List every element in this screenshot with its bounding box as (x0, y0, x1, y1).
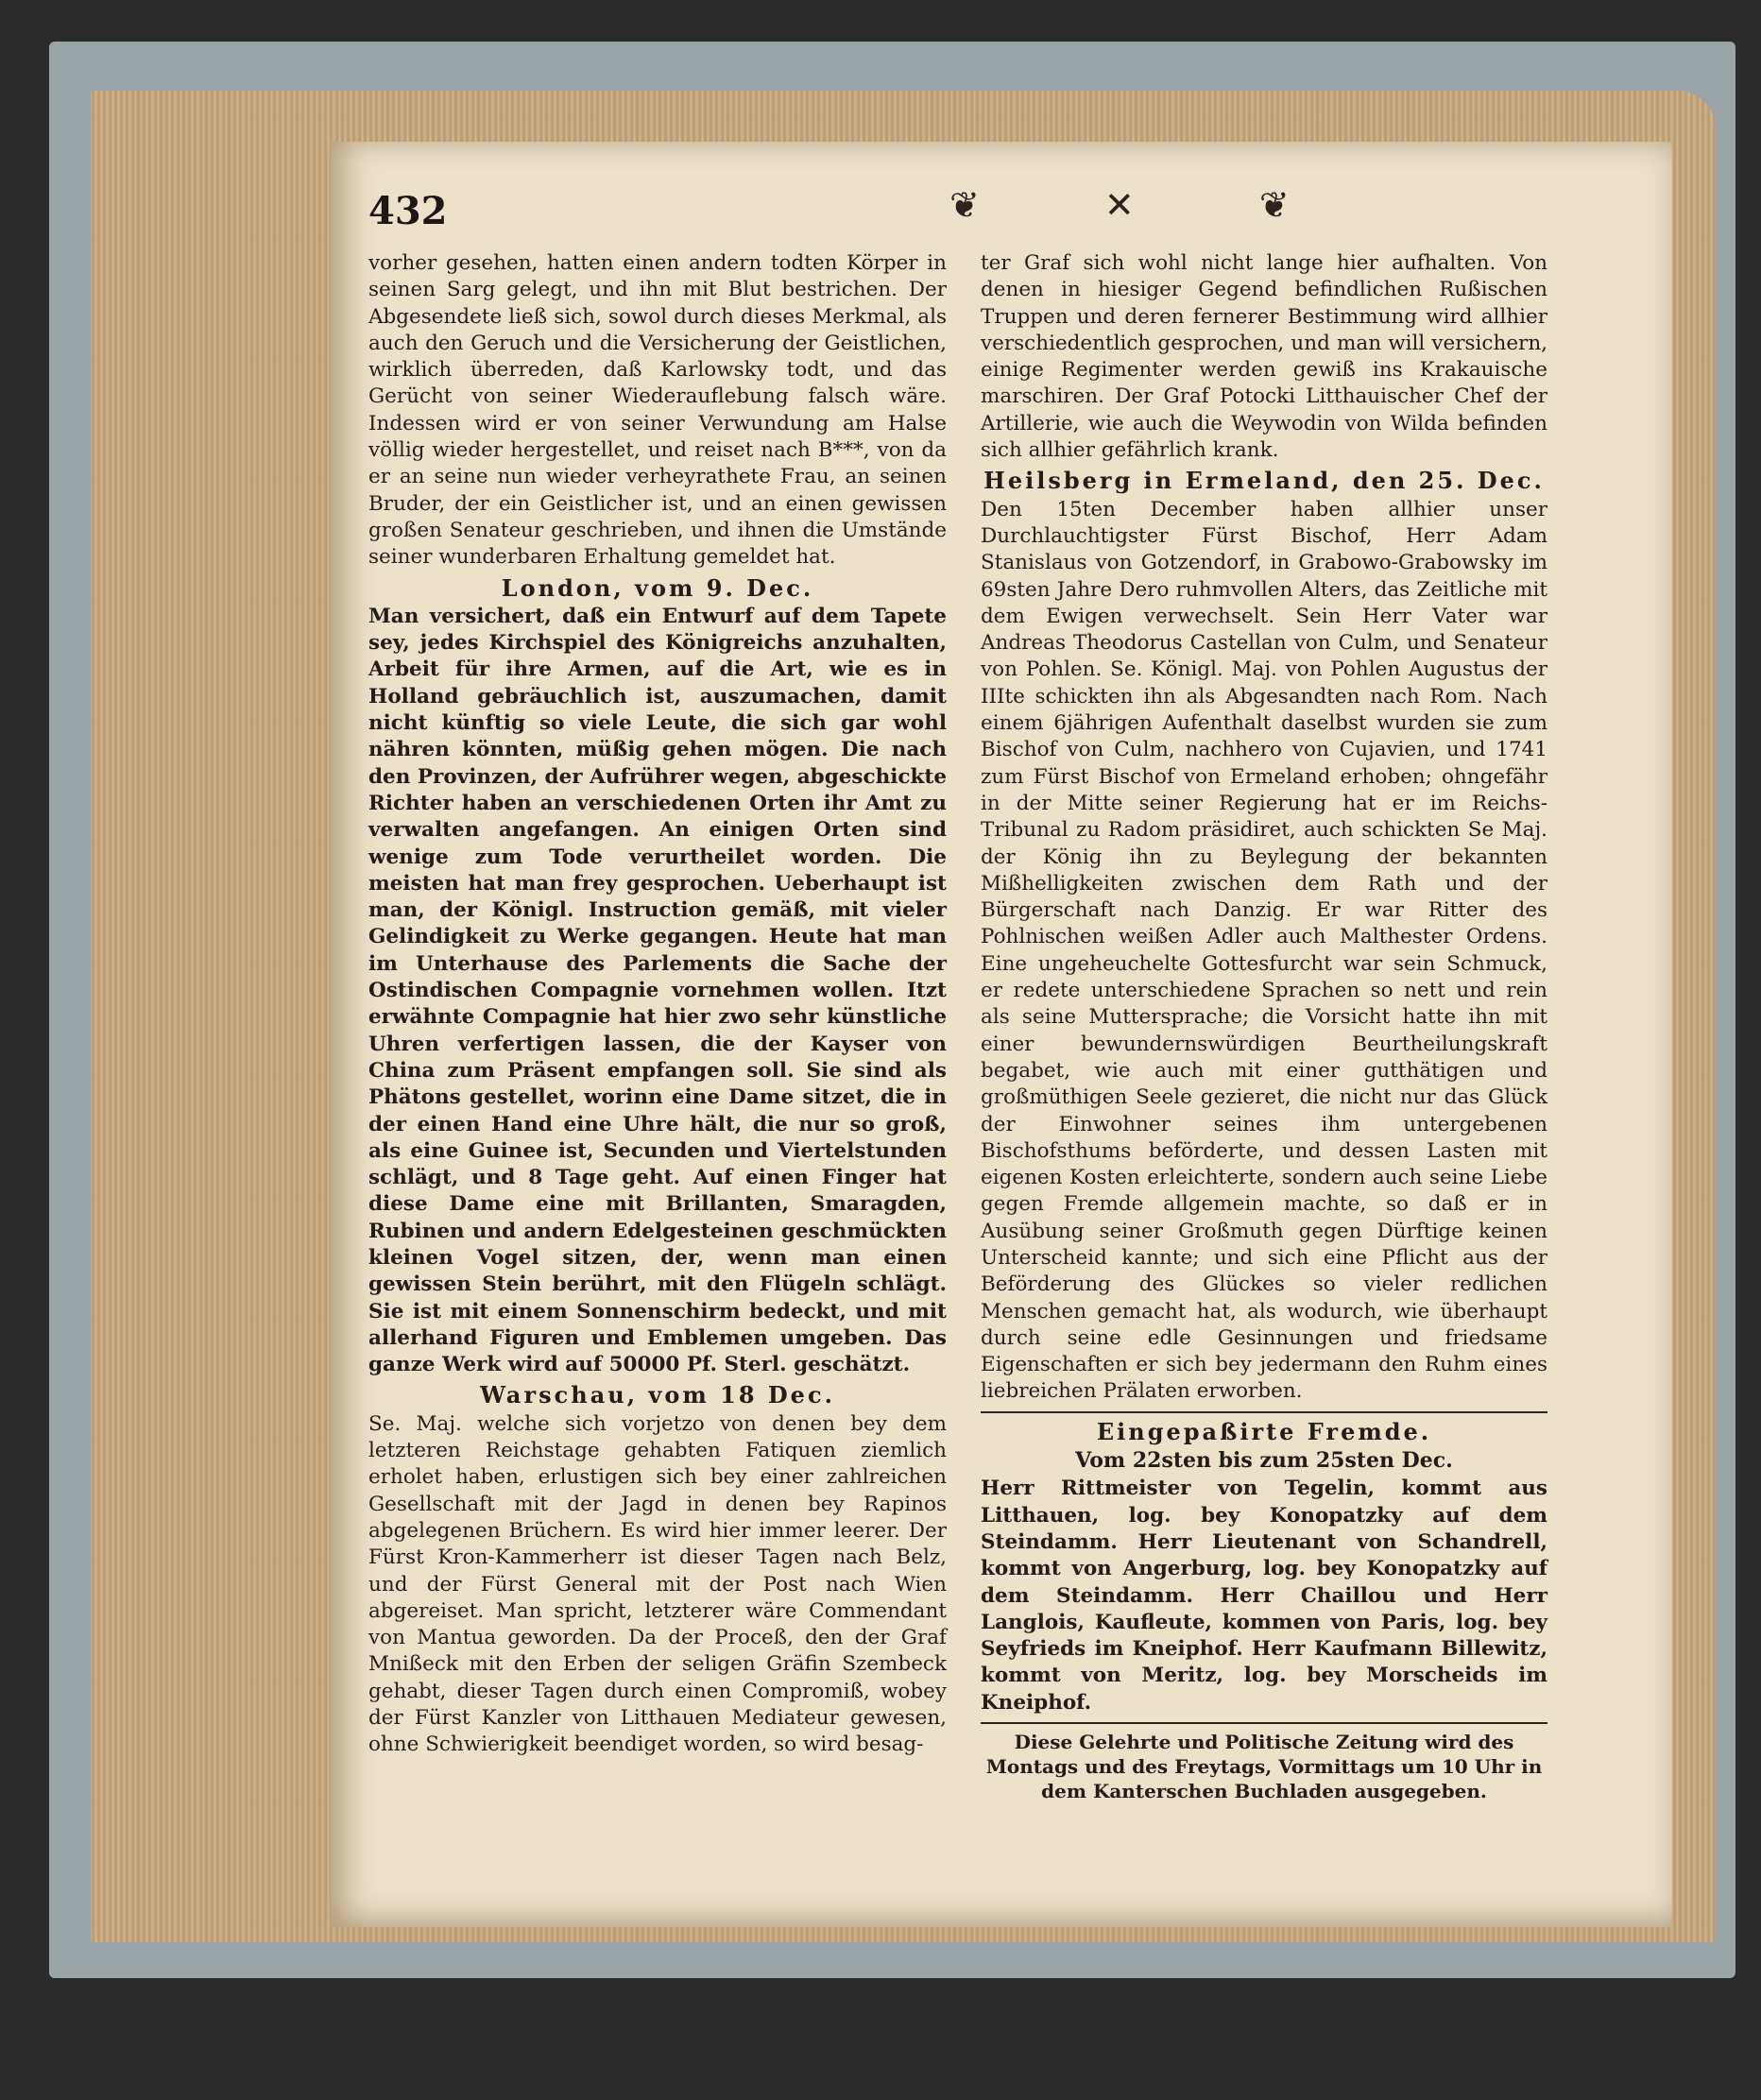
article-heilsberg: Den 15ten December haben allhier unser Durchlauchtigster Fürst Bischof, Herr Adam Stanislaus von Gotzendorf, in Grabowo-Grabowsky im 69sten Jahre Dero ruhmvollen Alters, das Zeitliche mit dem Ewigen verwechselt. Sein Herr Vater war Andreas Theodorus Castellan von Culm, und Senateur von Pohlen. Se. Königl. Maj. von Pohlen Augustus der IIIte schickten ihn als Abgesandten nach Rom. Nach einem 6jährigen Aufenthalt daselbst wurden sie zum Bischof von Culm, nachhero von Cujavien, und 1741 zum Fürst Bischof von Ermeland erhoben; ohngefähr in der Mitte seiner Regierung hat er im Reichs-Tribunal zu Radom präsidiret, auch schickten Se Maj. der König ihn zu Beylegung der bekannten Mißhelligkeiten zwischen dem Rath und der Bürgerschaft nach Danzig. Er war Ritter des Pohlnischen weißen Adler auch Malthester Ordens. Eine ungeheuchelte Gottesfurcht war sein Schmuck, er redete unterschiedene Sprachen so nett und rein als seine Muttersprache; die Vorsicht hatte ihn mit einer bewundernswürdigen Beurtheilungskraft begabet, wie auch mit einer gutthätigen und großmüthigen Seele gezieret, die nicht nur das Glück der Einwohner seines ihm untergebenen Bischofsthums beförderte, und dessen Lasten mit eigenen Kosten erleichterte, sondern auch seine Liebe gegen Fremde allgemein machte, so daß er in Ausübung seiner Großmuth gegen Dürftige keinen Unterscheid kannte; und sich eine Pflicht aus der Beförderung des Glückes so vieler redlichen Menschen gemacht hat, als wodurch, wie überhaupt durch seine edle Gesinnungen und friedsame Eigenschaften er sich bey jedermann den Ruhm eines liebreichen Prälaten erworben. (981, 497, 1547, 1404)
right-column (981, 250, 1547, 1803)
article-continuation: vorher gesehen, hatten einen andern todten Körper in seinen Sarg gelegt, und ihn mit Blut bestrichen. Der Abgesendete ließ sich, sowol durch dieses Merkmal, als auch den Geruch und die Versicherung der Geistlichen, wirklich überreden, daß Karlowsky todt, und das Gerücht von seiner Wiederauflebung falsch wäre. Indessen wird er von seiner Verwundung am Halse völlig wieder hergestellet, und reiset nach B***, von da er an seine nun wieder verheyrathete Frau, an seinen Bruder, der ein Geistlicher ist, und an einen gewissen großen Senateur geschrieben, und ihnen die Umstände seiner wunderbaren Erhaltung gemeldet hat. (368, 251, 947, 570)
divider (981, 1411, 1547, 1413)
divider (981, 1722, 1547, 1724)
heading-heilsberg: Heilsberg in Ermeland, den 25. Dec. (983, 467, 1545, 495)
page-number: 432 (368, 189, 448, 233)
heading-fremde: Eingepaßirte Fremde. (1096, 1417, 1432, 1445)
book-page (331, 142, 1672, 1927)
article-warschau-continued: ter Graf sich wohl nicht lange hier aufhalten. Von denen in hiesiger Gegend befindlichen Rußischen Truppen und deren fernerer Bestimmung wird allhier verschiedentlich gesprochen, und man will versichern, einige Regimenter werden gewiß ins Krakauische marschiren. Der Graf Potocki Litthauischer Chef der Artillerie, wie auch die Weywodin von Wilda befinden sich allhier gefährlich krank. (981, 251, 1547, 463)
article-london: Man versichert, daß ein Entwurf auf dem Tapete sey, jedes Kirchspiel des Königreichs anzuhalten, Arbeit für ihre Armen, auf die Art, wie es in Holland gebräuchlich ist, auszumachen, damit nicht künftig so viele Leute, die sich gar wohl nähren könnten, müßig gehen mögen. Die nach den Provinzen, der Aufrührer wegen, abgeschickte Richter haben an verschiedenen Orten ihr Amt zu verwalten angefangen. An einigen Orten sind wenige zum Tode verurtheilet worden. Die meisten hat man frey gesprochen. Ueberhaupt ist man, der Königl. Instruction gemäß, mit vieler Gelindigkeit zu Werke gegangen. Heute hat man im Unterhause des Parlements die Sache der Ostindischen Compagnie vornehmen wollen. Itzt erwähnte Compagnie hat hier zwo sehr künstliche Uhren verfertigen lassen, die der Kayser von China zum Präsent empfangen soll. Sie sind als Phätons gestellet, worinn eine Dame sitzet, die in der einen Hand eine Uhre hält, die nur so groß, als eine Guinee ist, Secunden und Viertelstunden schlägt, und 8 Tage geht. Auf einen Finger hat diese Dame eine mit Brillanten, Smaragden, Rubinen und andern Edelgesteinen geschmückten kleinen Vogel sitzen, der, wenn man einen gewissen Stein berührt, mit den Flügeln schlägt. Sie ist mit einem Sonnenschirm bedeckt, und mit allerhand Figuren und Emblemen umgeben. Das ganze Werk wird auf 50000 Pf. Sterl. geschätzt. (368, 604, 947, 1377)
heading-warschau: Warschau, vom 18 Dec. (480, 1381, 835, 1409)
publication-notice: Diese Gelehrte und Politische Zeitung wird des Montags und des Freytags, Vormittags um 10 Uhr in dem Kanterschen Buchladen ausgegeben. (985, 1731, 1543, 1803)
left-column (368, 250, 947, 1759)
heading-london: London, vom 9. Dec. (501, 573, 814, 602)
subheading-dates: Vom 22sten bis zum 25sten Dec. (1075, 1448, 1453, 1474)
arrivals-list: Herr Rittmeister von Tegelin, kommt aus Litthauen, log. bey Konopatzky auf dem Steindamm. Herr Lieutenant von Schandrell, kommt von Angerburg, log. bey Konopatzky auf dem Steindamm. Herr Chaillou und Herr Langlois, Kaufleute, kommen von Paris, log. bey Seyfrieds im Kneiphof. Herr Kaufmann Billewitz, kommt von Meritz, log. bey Morscheids im Kneiphof. (981, 1477, 1547, 1715)
article-warschau: Se. Maj. welche sich vorjetzo von denen bey dem letzteren Reichstage gehabten Fatiquen ziemlich erholet haben, erlustigen sich bey einer zahlreichen Gesellschaft mit der Jagd in denen bey Rapinos abgelegenen Brüchern. Es wird hier immer leerer. Der Fürst Kron-Kammerherr ist dieser Tagen nach Belz, und der Fürst General mit der Post nach Wien abgereiset. Man spricht, letzterer wäre Commendant von Mantua geworden. Da der Proceß, den der Graf Mnißeck mit den Erben der seligen Gräfin Szembeck gehabt, dieser Tagen durch einen Compromiß, wobey der Fürst Kanzler von Litthauen Mediateur gewesen, ohne Schwierigkeit beendiget worden, so wird besag- (368, 1411, 947, 1757)
header-ornament: ❦ ✕ ❦ (949, 184, 1346, 226)
